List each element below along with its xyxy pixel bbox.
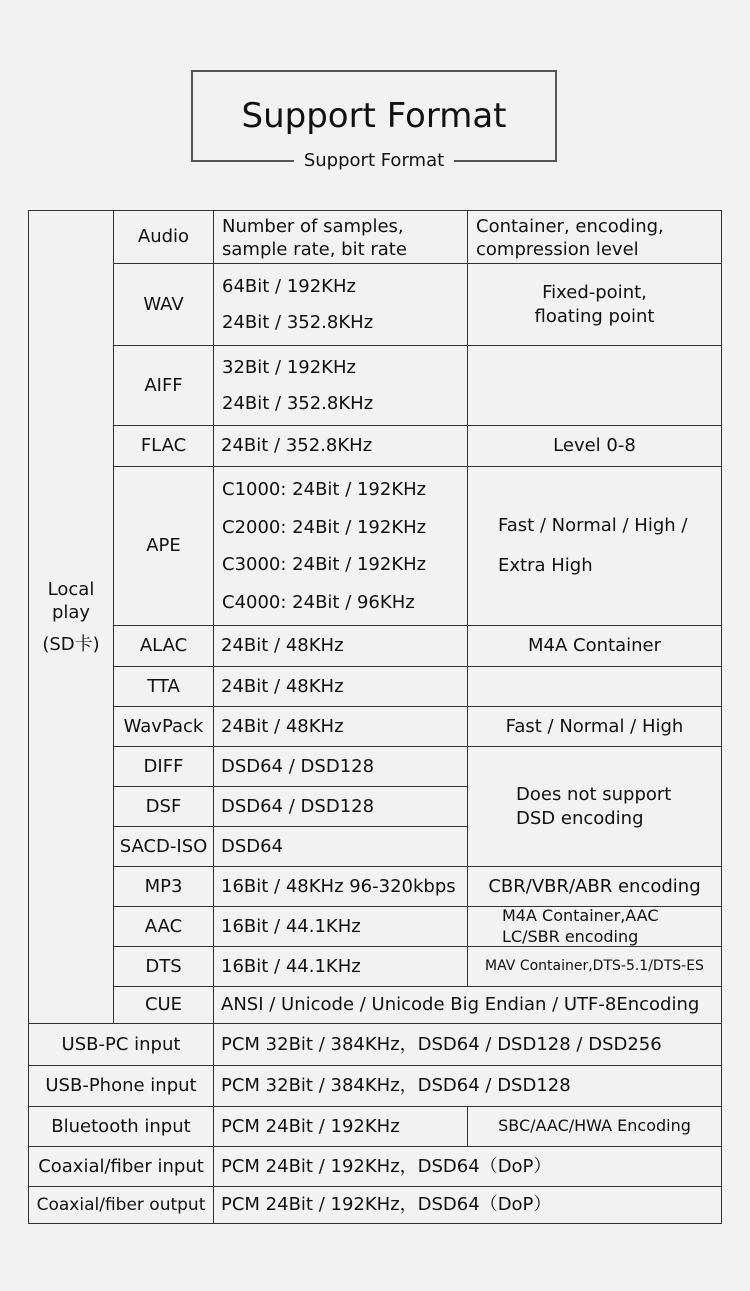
local-play-label-1: Local <box>47 578 95 600</box>
wav-note-2: floating point <box>534 305 655 327</box>
aiff-rate-1: 32Bit / 192KHz <box>222 357 356 379</box>
dsd-note-1: Does not support <box>516 784 672 806</box>
usb-pc-input-spec: PCM 32Bit / 384KHz，DSD64 / DSD128 / DSD256 <box>213 1023 722 1066</box>
ape-rates <box>213 466 468 626</box>
dts-note: MAV Container,DTS-5.1/DTS-ES <box>467 946 722 987</box>
format-sacd-iso: SACD-ISO <box>113 826 214 867</box>
bluetooth-input-spec: PCM 24Bit / 192KHz <box>213 1106 468 1147</box>
coaxial-fiber-input-spec: PCM 24Bit / 192KHz，DSD64（DoP） <box>213 1146 722 1187</box>
ape-note-2: Extra High <box>498 555 593 576</box>
ape-rate-3: C3000: 24Bit / 192KHz <box>222 554 427 576</box>
header-container <box>467 210 722 264</box>
cue-rate <box>213 986 722 1024</box>
title-box <box>191 70 557 162</box>
format-aac: AAC <box>113 906 214 947</box>
alac-note: M4A Container <box>467 625 722 667</box>
format-flac: FLAC <box>113 425 214 467</box>
format-wav: WAV <box>113 263 214 346</box>
wav-note-1: Fixed-point, <box>542 282 647 304</box>
wavpack-note: Fast / Normal / High <box>467 706 722 747</box>
header-samples-line1: Number of samples, <box>222 216 404 237</box>
usb-pc-input-label: USB-PC input <box>28 1023 214 1066</box>
subtitle-wrap <box>191 150 557 171</box>
format-cue: CUE <box>113 986 214 1024</box>
format-wavpack: WavPack <box>113 706 214 747</box>
local-play-cell <box>28 210 114 1024</box>
format-diff: DIFF <box>113 746 214 787</box>
alac-rate: 24Bit / 48KHz <box>213 625 468 667</box>
format-mp3: MP3 <box>113 866 214 907</box>
wav-rate-1: 64Bit / 192KHz <box>222 275 356 297</box>
cue-encodings: ANSI / Unicode / Unicode Big Endian / UTF-8 <box>221 994 617 1016</box>
header-container-line1: Container, encoding, <box>476 216 664 237</box>
local-play-label-3: (SD卡) <box>42 633 100 655</box>
ape-note <box>467 466 722 626</box>
format-aiff: AIFF <box>113 345 214 426</box>
format-dsf: DSF <box>113 786 214 827</box>
format-tta: TTA <box>113 666 214 707</box>
aiff-note <box>467 345 722 426</box>
mp3-rate: 16Bit / 48KHz 96-320kbps <box>213 866 468 907</box>
bluetooth-input-label: Bluetooth input <box>28 1106 214 1147</box>
dsd-note-2: DSD encoding <box>516 807 644 829</box>
coaxial-fiber-input-label: Coaxial/fiber input <box>28 1146 214 1187</box>
dsd-note <box>467 746 722 867</box>
flac-rate: 24Bit / 352.8KHz <box>213 425 468 467</box>
format-ape: APE <box>113 466 214 626</box>
dsf-rate: DSD64 / DSD128 <box>213 786 468 827</box>
page-subtitle: Support Format <box>294 150 454 171</box>
aac-note <box>467 906 722 947</box>
ape-note-1: Fast / Normal / High / <box>498 515 688 537</box>
aiff-rates <box>213 345 468 426</box>
ape-rate-1: C1000: 24Bit / 192KHz <box>222 479 427 501</box>
bluetooth-input-note: SBC/AAC/HWA Encoding <box>467 1106 722 1147</box>
header-samples-line2: sample rate, bit rate <box>222 239 407 261</box>
mp3-note: CBR/VBR/ABR encoding <box>467 866 722 907</box>
wav-note <box>467 263 722 346</box>
dts-rate: 16Bit / 44.1KHz <box>213 946 468 987</box>
ape-rate-2: C2000: 24Bit / 192KHz <box>222 516 427 538</box>
sacd-rate: DSD64 <box>213 826 468 867</box>
wav-rate-2: 24Bit / 352.8KHz <box>222 312 374 334</box>
usb-phone-input-label: USB-Phone input <box>28 1065 214 1107</box>
aiff-rate-2: 24Bit / 352.8KHz <box>222 392 374 414</box>
ape-rate-4: C4000: 24Bit / 96KHz <box>222 591 415 613</box>
aac-note-1: M4A Container,AAC <box>502 906 659 925</box>
coaxial-fiber-output-spec: PCM 24Bit / 192KHz，DSD64（DoP） <box>213 1186 722 1224</box>
local-play-label-2: play <box>51 602 91 624</box>
coaxial-fiber-output-label: Coaxial/fiber output <box>28 1186 214 1224</box>
flac-note: Level 0-8 <box>467 425 722 467</box>
aac-note-2: LC/SBR encoding <box>502 926 639 946</box>
format-dts: DTS <box>113 946 214 987</box>
cue-note: Encoding <box>616 994 700 1016</box>
wavpack-rate: 24Bit / 48KHz <box>213 706 468 747</box>
page-title: Support Format <box>241 96 507 136</box>
header-audio: Audio <box>113 210 214 264</box>
usb-phone-input-spec: PCM 32Bit / 384KHz，DSD64 / DSD128 <box>213 1065 722 1107</box>
format-alac: ALAC <box>113 625 214 667</box>
header-samples <box>213 210 468 264</box>
tta-rate: 24Bit / 48KHz <box>213 666 468 707</box>
aac-rate: 16Bit / 44.1KHz <box>213 906 468 947</box>
header-container-line2: compression level <box>476 239 639 261</box>
tta-note <box>467 666 722 707</box>
diff-rate: DSD64 / DSD128 <box>213 746 468 787</box>
wav-rates <box>213 263 468 346</box>
